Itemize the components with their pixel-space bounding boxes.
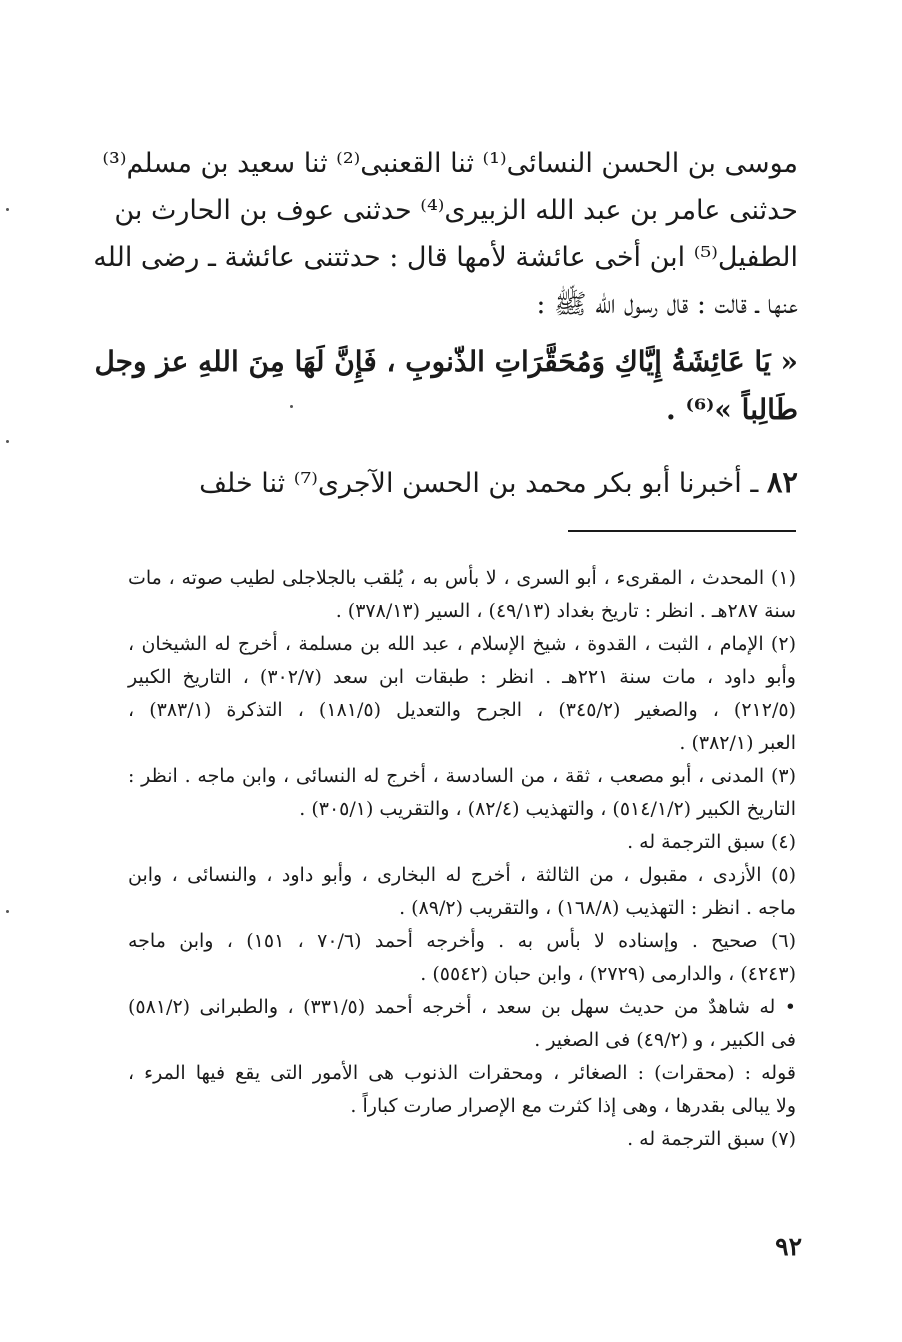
footnote-line: (١) المحدث ، المقرىء ، أبو السرى ، لا بأس به ، يُلقب بالجلاجلى لطيب صوته ، مات xyxy=(128,567,796,589)
footnote-line: (٤٢٤٣) ، والدارمى (٢٧٢٩) ، وابن حبان (٥٥٤٢) . xyxy=(420,963,796,985)
main-text-line: الطفيل⁽⁵⁾ ابن أخى عائشة لأمها قال : حدثتنى عائشة ـ رضى الله xyxy=(93,242,798,273)
footnote-line: (٥) الأزدى ، مقبول ، من الثالثة ، أخرج له البخارى ، وأبو داود ، والنسائى ، وابن xyxy=(128,864,796,886)
entry-number: ٨٢ xyxy=(766,465,798,499)
footnote-line: • له شاهدٌ من حديث سهل بن سعد ، أخرجه أحمد (٣٣١/٥) ، والطبرانى (٥٨١/٢) xyxy=(128,996,797,1018)
main-text-line: عنها ـ قالت : قال رسول الله ﷺ : xyxy=(536,289,798,320)
hadith-line: طَالِباً »⁽⁶⁾ . xyxy=(665,393,798,426)
footnote-line: (٦) صحيح . وإسناده لا بأس به . وأخرجه أحمد (٧٠/٦ ، ١٥١) ، وابن ماجه xyxy=(128,930,796,952)
entry-text: ـ أخبرنا أبو بكر محمد بن الحسن الآجرى⁽⁷⁾ ثنا خلف xyxy=(199,468,759,499)
footnote-line: فى الكبير ، و (٤٩/٢) فى الصغير . xyxy=(534,1029,796,1051)
footnote-line: قوله : (محقرات) : الصغائر ، ومحقرات الذنوب هى الأمور التى يقع فيها المرء ، xyxy=(128,1062,796,1084)
footnote-line: ولا يبالى بقدرها ، وهى إذا كثرت مع الإصرار صارت كباراً . xyxy=(350,1095,796,1117)
hadith-line: « يَا عَائِشَةُ إِيَّاكِ وَمُحَقَّرَاتِ الذّنوبِ ، فَإِنَّ لَهَا مِنَ اللهِ عز وجل xyxy=(94,345,798,378)
main-text xyxy=(93,140,798,328)
main-text-line: حدثنى عامر بن عبد الله الزبيرى⁽⁴⁾ حدثنى عوف بن الحارث بن xyxy=(114,195,798,226)
footnote-line: (٤) سبق الترجمة له . xyxy=(627,831,796,853)
footnote-line: (٣) المدنى ، أبو مصعب ، ثقة ، من السادسة ، أخرج له النسائى ، وابن ماجه . انظر : xyxy=(128,765,796,787)
scan-speck xyxy=(6,910,9,913)
footnotes xyxy=(128,562,796,1156)
hadith-entry xyxy=(160,462,798,504)
hadith-text xyxy=(94,338,798,434)
scan-speck xyxy=(290,405,293,408)
footnote-line: (٢) الإمام ، الثبت ، القدوة ، شيخ الإسلام ، عبد الله بن مسلمة ، أخرج له الشيخان ، xyxy=(128,633,796,655)
footnote-line: ماجه . انظر : التهذيب (١٦٨/٨) ، والتقريب (٨٩/٢) . xyxy=(399,897,796,919)
footnote-line: وأبو داود ، مات سنة ٢٢١هـ . انظر : طبقات ابن سعد (٣٠٢/٧) ، التاريخ الكبير xyxy=(128,666,796,688)
scan-speck xyxy=(6,208,9,211)
page-number: ٩٢ xyxy=(775,1232,802,1261)
footnote-divider xyxy=(568,530,796,532)
footnote-line: العبر (٣٨٢/١) . xyxy=(679,732,796,754)
footnote-line: (٢١٢/٥) ، والصغير (٣٤٥/٢) ، الجرح والتعديل (١٨١/٥) ، التذكرة (٣٨٣/١) ، xyxy=(128,699,796,721)
main-text-line: موسى بن الحسن النسائى⁽¹⁾ ثنا القعنبى⁽²⁾ ثنا سعيد بن مسلم⁽³⁾ xyxy=(102,148,798,179)
footnote-line: (٧) سبق الترجمة له . xyxy=(627,1128,796,1150)
footnote-line: التاريخ الكبير (٥١٤/١/٢) ، والتهذيب (٨٢/٤) ، والتقريب (٣٠٥/١) . xyxy=(299,798,796,820)
scan-speck xyxy=(6,440,9,443)
footnote-line: سنة ٢٨٧هـ . انظر : تاريخ بغداد (٤٩/١٣) ، السير (٣٧٨/١٣) . xyxy=(335,600,796,622)
